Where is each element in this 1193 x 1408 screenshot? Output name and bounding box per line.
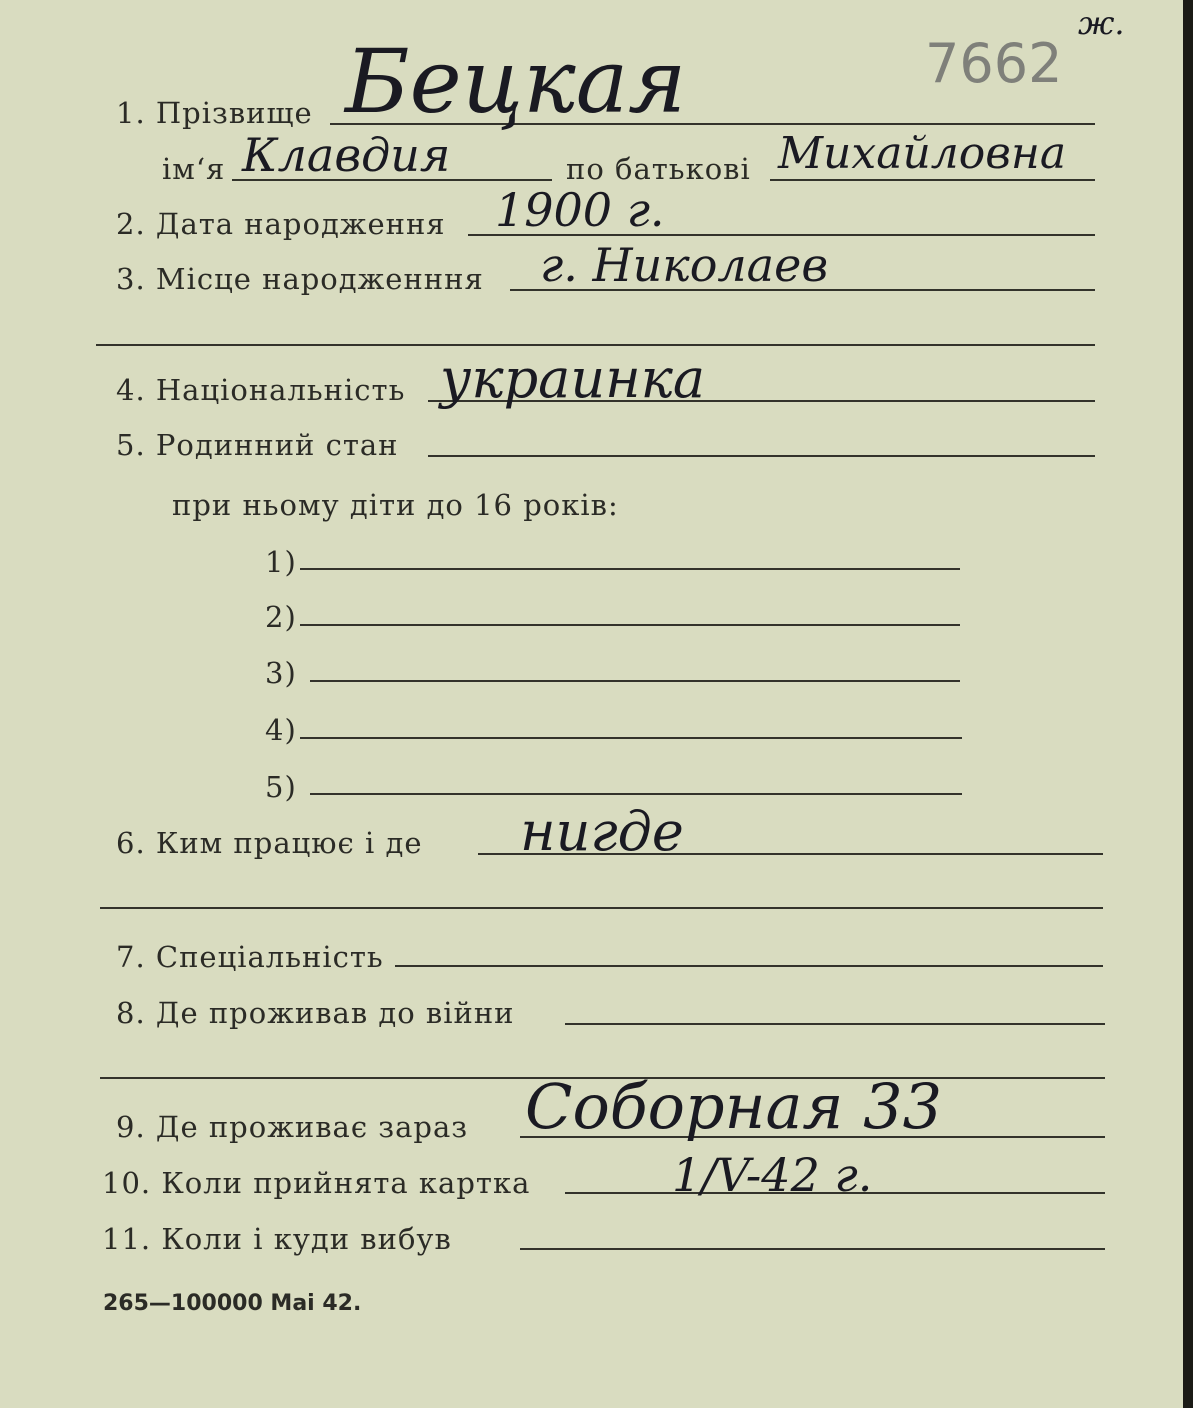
entry-name: Клавдия — [242, 128, 451, 182]
label-departure: 11. Коли і куди вибув — [102, 1222, 452, 1256]
line-departure — [520, 1248, 1105, 1250]
label-children: при ньому діти до 16 років: — [172, 488, 619, 522]
line-birth-place-extra — [96, 344, 1095, 346]
label-nationality: 4. Національність — [116, 373, 406, 407]
line-child-5 — [310, 793, 962, 795]
label-occupation: 6. Ким працює і де — [116, 826, 423, 860]
label-specialty: 7. Спеціальність — [116, 940, 384, 974]
label-card-date: 10. Коли прийнята картка — [102, 1166, 531, 1200]
print-run-footer: 265—100000 Mai 42. — [103, 1291, 362, 1316]
line-child-4 — [300, 737, 962, 739]
line-child-1 — [300, 568, 960, 570]
label-surname: 1. Прізвище — [116, 96, 313, 130]
label-child-5: 5) — [265, 770, 297, 804]
line-specialty — [395, 965, 1103, 967]
line-marital-status — [428, 455, 1095, 457]
entry-birth-place: г. Николаев — [540, 238, 829, 292]
scan-edge — [1183, 0, 1193, 1408]
line-child-2 — [300, 624, 960, 626]
label-current-residence: 9. Де проживає зараз — [116, 1110, 469, 1144]
label-prewar-residence: 8. Де проживав до війни — [116, 996, 515, 1030]
entry-card-date: 1/V-42 г. — [672, 1148, 873, 1202]
label-child-1: 1) — [265, 545, 297, 579]
entry-occupation: нигде — [520, 800, 684, 863]
entry-surname: Бецкая — [345, 30, 687, 133]
archive-number: 7662 — [925, 32, 1063, 95]
corner-mark: ж. — [1078, 4, 1125, 42]
label-patronymic: по батькові — [566, 152, 751, 186]
label-marital-status: 5. Родинний стан — [116, 428, 399, 462]
entry-patronymic: Михайловна — [778, 128, 1067, 179]
entry-nationality: украинка — [440, 347, 706, 410]
label-birth-date: 2. Дата народження — [116, 207, 446, 241]
label-child-2: 2) — [265, 600, 297, 634]
label-name: ім‘я — [162, 152, 226, 186]
line-prewar-residence — [565, 1023, 1105, 1025]
line-occupation-extra — [100, 907, 1103, 909]
label-child-3: 3) — [265, 656, 297, 690]
line-patronymic — [770, 179, 1095, 181]
label-birth-place: 3. Місце народженння — [116, 262, 484, 296]
entry-current-residence: Соборная 33 — [525, 1070, 943, 1143]
label-child-4: 4) — [265, 713, 297, 747]
line-child-3 — [310, 680, 960, 682]
entry-birth-date: 1900 г. — [495, 183, 665, 237]
